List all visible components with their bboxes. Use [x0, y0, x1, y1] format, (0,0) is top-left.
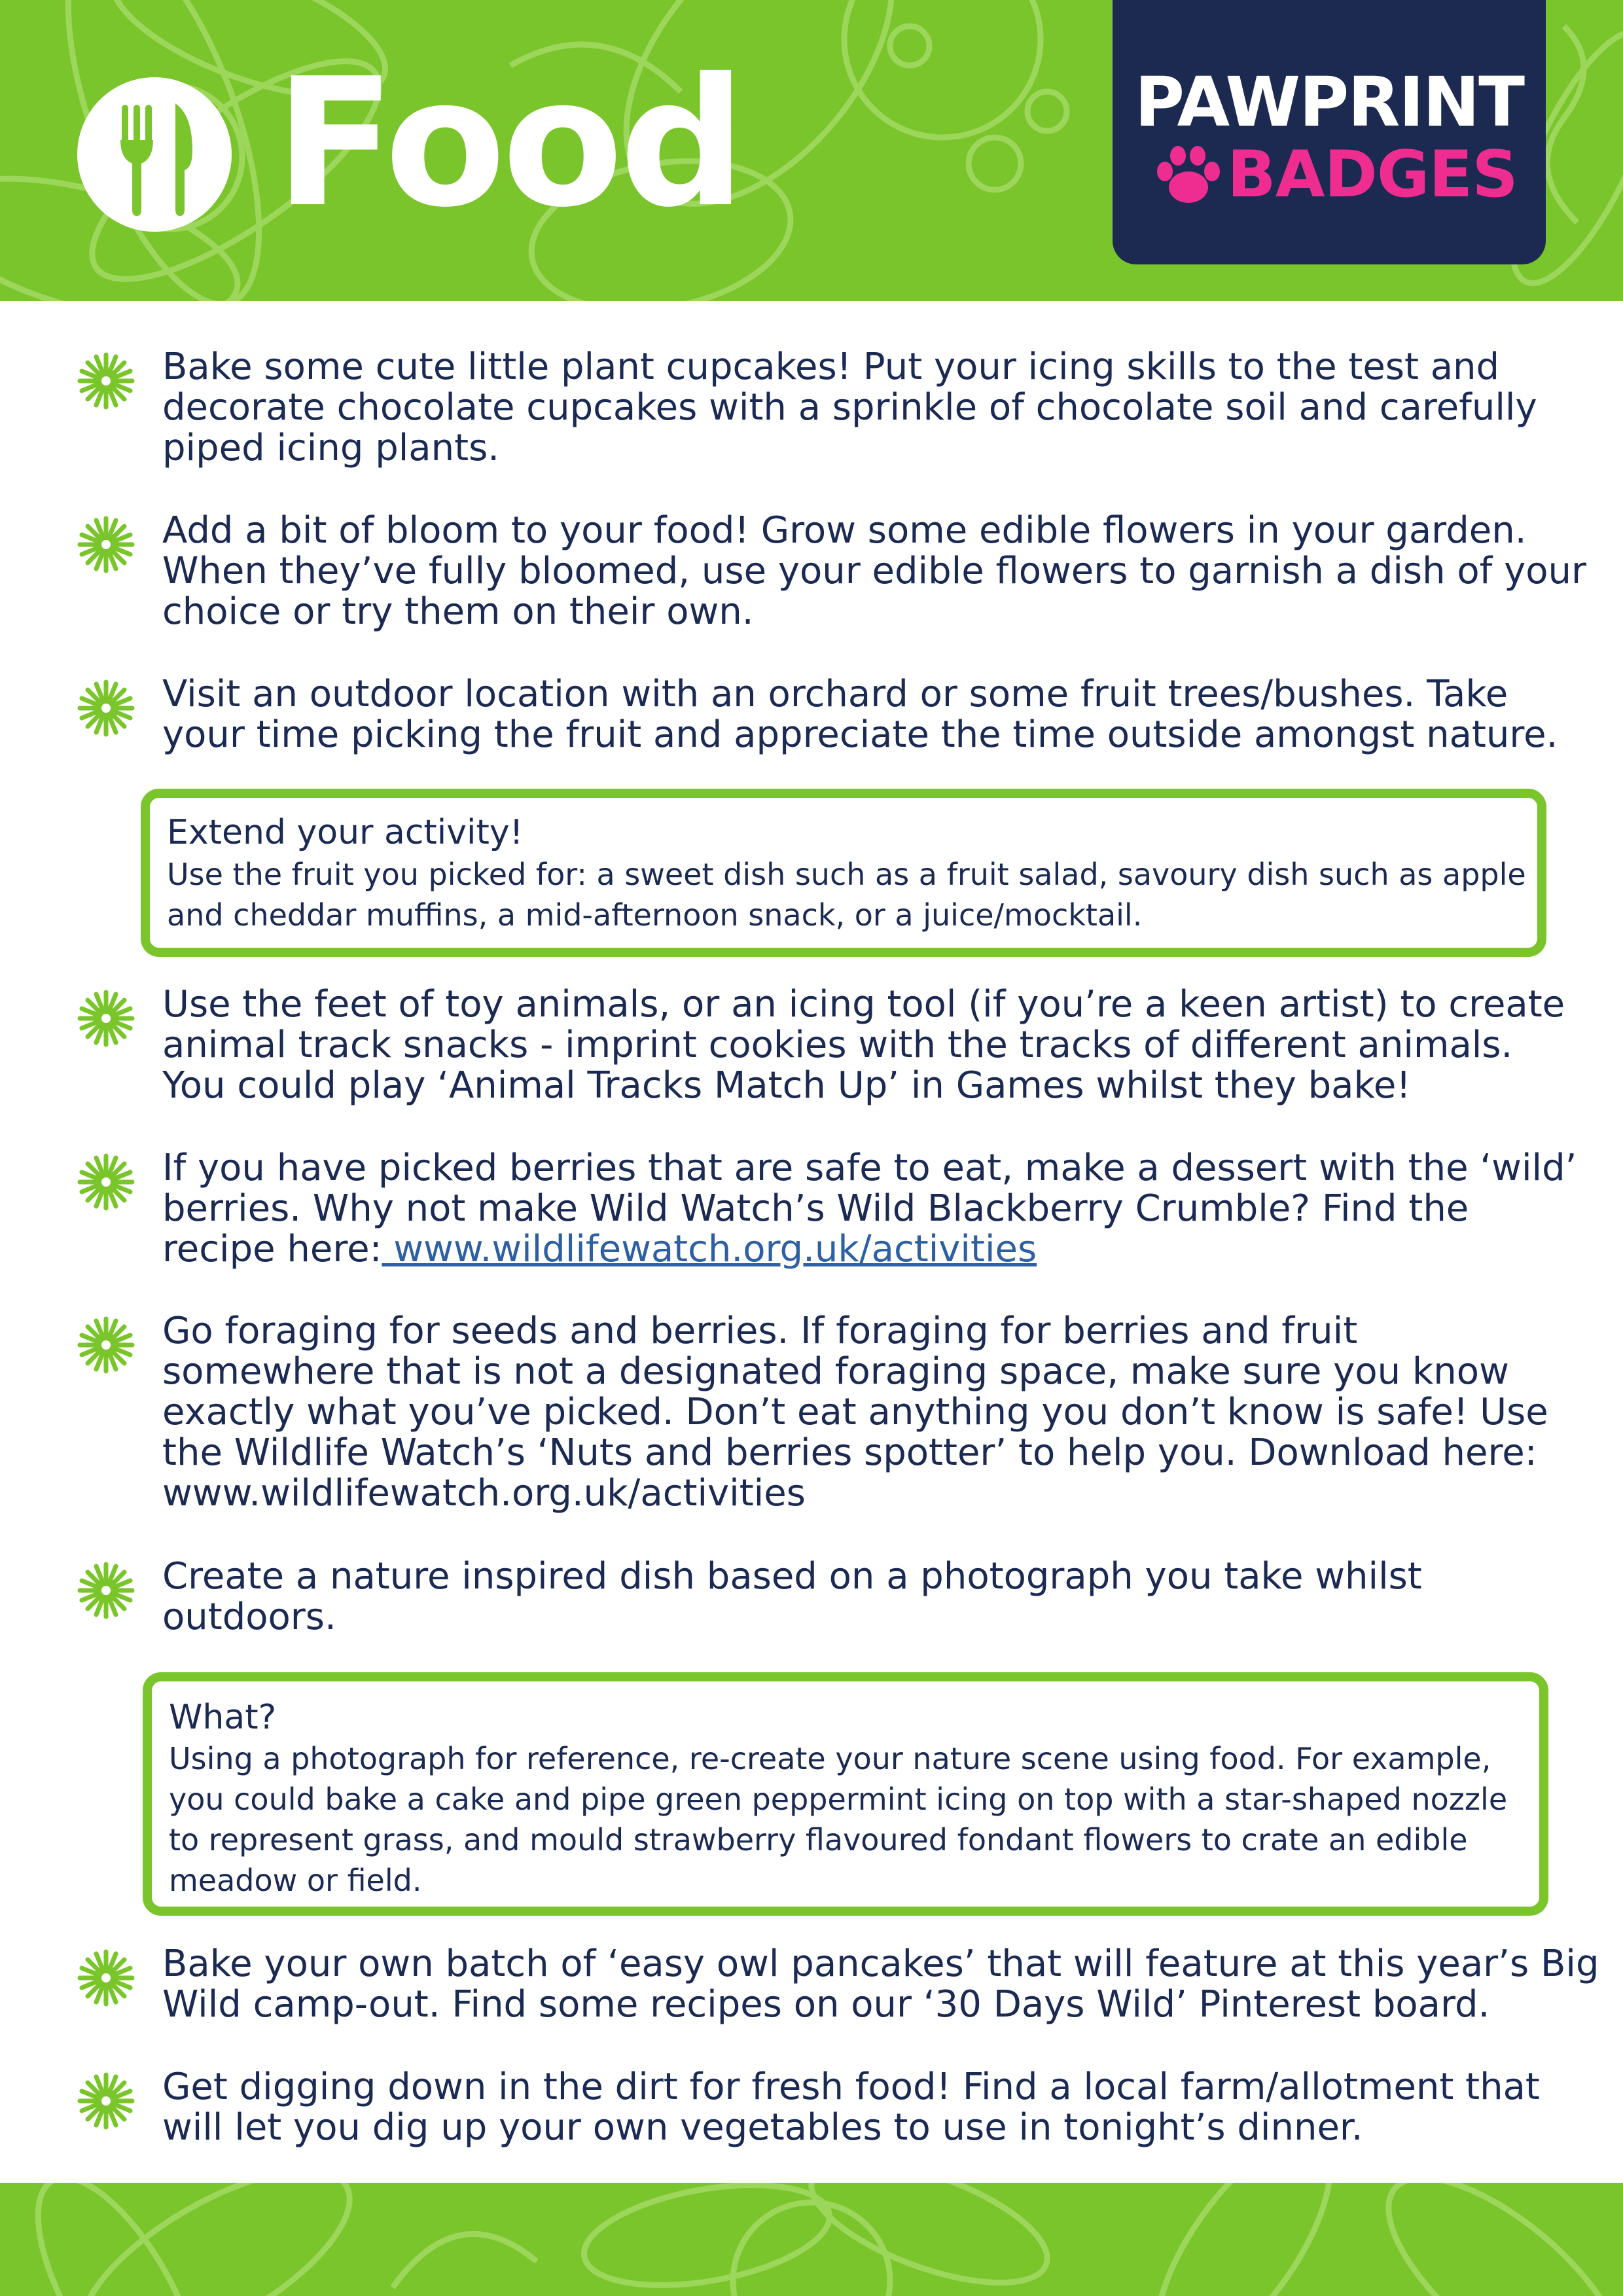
flower-pattern-decoration [0, 2183, 1623, 2296]
activity-text: Use the feet of toy animals, or an icing tool (if you’re a keen artist) to create animal track snacks - imprint cookies with the tracks of different animals. You could play ‘Animal Tracks Match Up’ in Games whilst they bake! [162, 983, 1565, 1107]
paw-icon [1152, 144, 1224, 209]
logo-text-pawprint: PAWPRINT [1134, 62, 1524, 142]
activity-text-part: If you have picked berries that are safe to eat, make a dessert with the ‘wild’ berries. Why not make Wild Watch’s Wild Blackberry Crumble? Find the recipe here: [162, 1147, 1577, 1270]
box-body: Using a photograph for reference, re-create your nature scene using food. For example, you could bake a cake and pipe green peppermint icing on top with a star-shaped nozzle to represent grass, and mould strawberry flavoured fondant flowers to crate an edible meadow or field. [169, 1741, 1508, 1898]
header-banner [0, 0, 1623, 301]
what-box [143, 1672, 1548, 1916]
activity-text: Get digging down in the dirt for fresh food! Find a local farm/allotment that will let you dig up your own vegetables to use in tonight’s dinner. [162, 2066, 1540, 2149]
extend-activity-box [141, 789, 1546, 957]
box-title: Extend your activity! [167, 813, 524, 852]
activity-text [162, 1148, 1622, 1270]
sunburst-bullet-icon [77, 990, 135, 1047]
sunburst-bullet-icon [77, 1316, 135, 1374]
box-title: What? [169, 1698, 277, 1737]
activity-text: Bake some cute little plant cupcakes! Put your icing skills to the test and decorate chocolate cupcakes with a sprinkle of chocolate soil and carefully piped icing plants. [162, 346, 1537, 469]
page-title: Food [275, 40, 742, 246]
wildlifewatch-link[interactable]: www.wildlifewatch.org.uk/activities [382, 1228, 1037, 1270]
sunburst-bullet-icon [77, 516, 135, 573]
footer-banner [0, 2183, 1623, 2296]
activity-text: Add a bit of bloom to your food! Grow some edible flowers in your garden. When they’ve fully bloomed, use your edible flowers to garnish a dish of your choice or try them on their own. [162, 509, 1587, 633]
activity-text: Visit an outdoor location with an orchard or some fruit trees/bushes. Take your time picking the fruit and appreciate the time outside amongst nature. [162, 673, 1558, 756]
sunburst-bullet-icon [77, 1562, 135, 1619]
logo-text-badges: BADGES [1227, 137, 1518, 212]
pawprint-badges-logo [1113, 0, 1546, 264]
fork-knife-icon [77, 77, 232, 232]
sunburst-bullet-icon [77, 2072, 135, 2130]
box-body: Use the fruit you picked for: a sweet dish such as a fruit salad, savoury dish such as apple and cheddar muffins, a mid-afternoon snack, or a juice/mocktail. [167, 857, 1526, 933]
sunburst-bullet-icon [77, 352, 135, 410]
sunburst-bullet-icon [77, 1949, 135, 2007]
activity-text: Go foraging for seeds and berries. If foraging for berries and fruit somewhere that is not a designated foraging space, make sure you know exactly what you’ve picked. Don’t eat anything you don’t know is safe! Use the Wildlife Watch’s ‘Nuts and berries spotter’ to help you. Download here: www.wildlifewatch.org.uk/activities [162, 1310, 1548, 1515]
activity-text: Create a nature inspired dish based on a photograph you take whilst outdoors. [162, 1555, 1422, 1638]
sunburst-bullet-icon [77, 1153, 135, 1211]
sunburst-bullet-icon [77, 679, 135, 737]
activity-text: Bake your own batch of ‘easy owl pancakes’ that will feature at this year’s Big Wild camp-out. Find some recipes on our ‘30 Days Wild’ Pinterest board. [162, 1943, 1599, 2026]
